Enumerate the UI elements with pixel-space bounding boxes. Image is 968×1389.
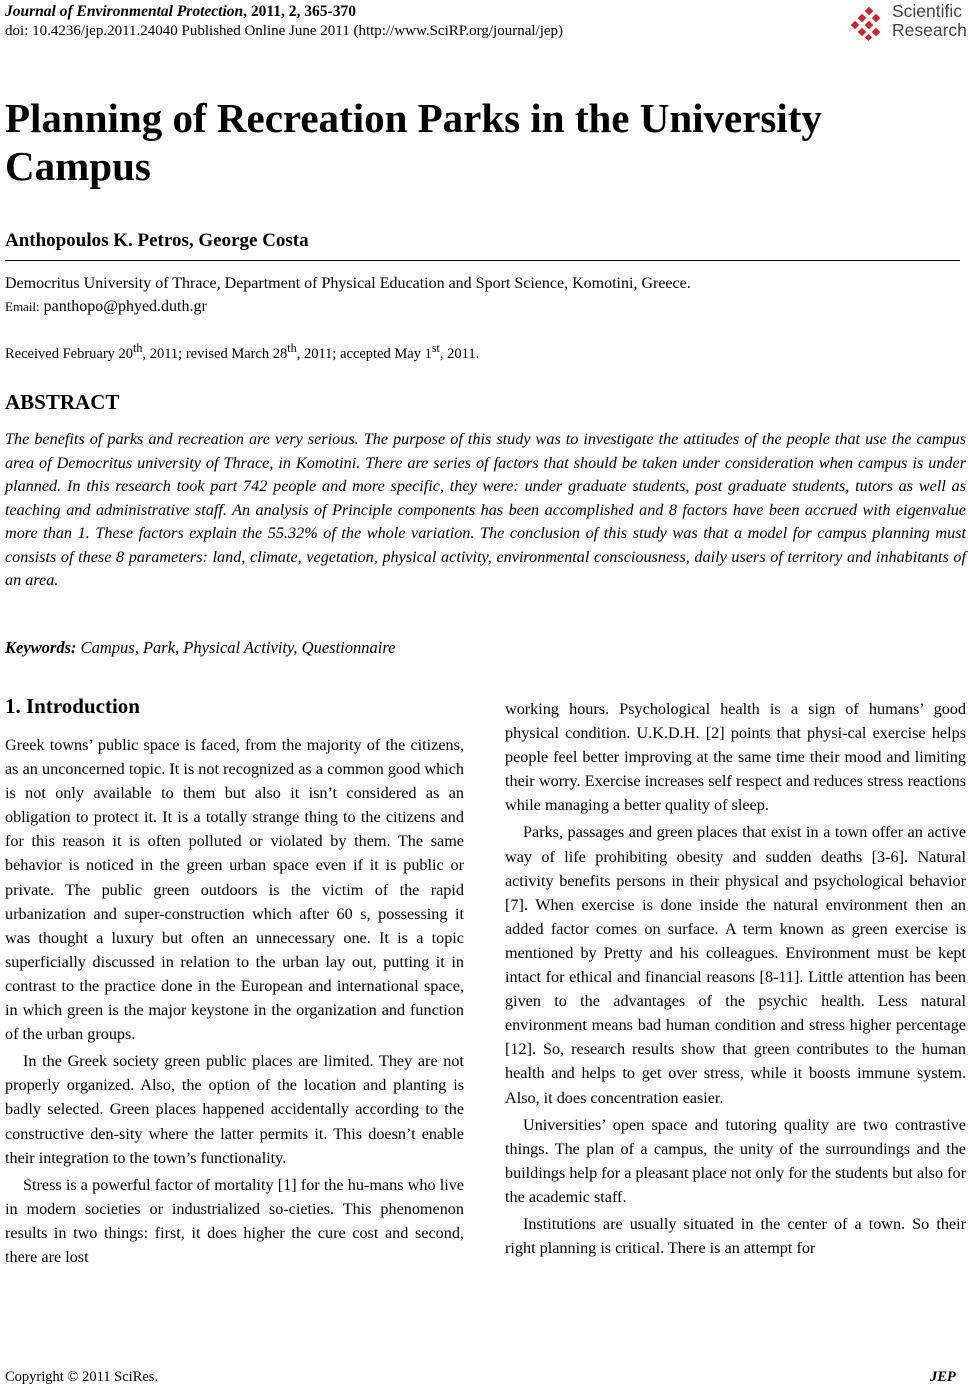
- affiliation: Democritus University of Thrace, Department of Physical Education and Sport Science, Komotini, Greece.: [5, 275, 691, 292]
- paragraph: Universities’ open space and tutoring quality are two contrastive things. The plan of a campus, the unity of the surroundings and the buildings help for a pleasant place not only for the students but also for the academic staff.: [505, 1115, 966, 1206]
- right-column: [505, 697, 966, 1260]
- publisher-name-line1: Scientific: [892, 1, 963, 21]
- publisher-name: [892, 2, 967, 40]
- doi-line: doi: 10.4236/jep.2011.24040 Published Online June 2011 (http://www.SciRP.org/journal/jep): [5, 23, 564, 39]
- email-label: Email:: [5, 299, 40, 314]
- keywords: [5, 638, 395, 658]
- received-dates: [5, 341, 479, 363]
- paragraph: In the Greek society green public places are limited. They are not properly organized. Also, the option of the location and planting is badly selected. Green places happened accidentally according to the constructive den-sity where the latter permits it. This doesn’t enable their integration to the town’s functionality.: [5, 1052, 464, 1167]
- journal-volume: , 2011, 2, 365-370: [243, 3, 356, 20]
- received-sup2: th: [287, 341, 297, 355]
- authors: Anthopoulos K. Petros, George Costa: [5, 230, 309, 251]
- received-part3: , 2011; accepted May 1: [296, 345, 432, 362]
- paper-title: Planning of Recreation Parks in the University Campus: [5, 95, 822, 189]
- paragraph: Parks, passages and green places that exist in a town offer an active way of life prohibiting obesity and sudden deaths [3-6]. Natural activity benefits persons in their physical and psychological behavior [7]. When exercise is done inside the natural environment then an added factor comes on surface. A term known as green exercise is mentioned by Pretty and his colleagues. Environment must be kept intact for ethical and financial reasons [8-11]. Little attention has been given to the advantages of the psychic health. Less natural environment means bad human condition and stress higher percentage [12]. So, research results show that green contributes to the human health and helps to get over stress, while it boosts immune system. Also, it does concentration easier.: [505, 823, 966, 1107]
- received-part4: , 2011.: [439, 345, 480, 362]
- journal-citation: [5, 3, 356, 21]
- abstract-text: The benefits of parks and recreation are very serious. The purpose of this study was to investigate the attitudes of the people that use the campus area of Democritus university of Thrace, in Komotini. There are series of factors that should be taken under consideration when campus is under planned. In this research took part 742 people and more specific, they were: under graduate students, post graduate students, tutors as well as teaching and administrative staff. An analysis of Principle components has been accomplished and 8 factors have been accrued with eigenvalue more than 1. These factors explain the 55.32% of the whole variation. The conclusion of this study was that a model for campus planning must consists of these 8 parameters: land, climate, vegetation, physical activity, environmental consciousness, daily users of territory and inhabitants of an area.: [5, 430, 966, 589]
- received-sup1: th: [133, 341, 143, 355]
- paragraph: Greek towns’ public space is faced, from the majority of the citizens, as an unconcerned topic. It is not recognized as a common good which is not only available to them but also it isn’t considered as an obligation to protect it. It is a totally strange thing to the citizens and for this reason it is often polluted or violated by them. The same behavior is noticed in the green urban space even if it is public or private. The public green outdoors is the victim of the rapid urbanization and super-construction which after 60 s, possessing it was thought a luxury but often an unnecessary one. It is a topic superficially discussed in relation to the urban lay out, putting it in contrast to the practice done in the European and international space, in which green is the major keystone in the organization and function of the urban groups.: [5, 736, 464, 1044]
- publisher-name-line2: Research: [892, 20, 967, 40]
- email-line: [5, 298, 207, 316]
- keywords-list: Campus, Park, Physical Activity, Questionnaire: [80, 638, 396, 657]
- left-column: [5, 733, 464, 1269]
- footer-journal-abbrev: JEP: [930, 1369, 956, 1385]
- divider: [5, 260, 960, 261]
- paragraph: Institutions are usually situated in the center of a town. So their right planning is critical. There is an attempt for: [505, 1214, 966, 1258]
- paragraph: Stress is a powerful factor of mortality [1] for the hu-mans who live in modern societies or industrialized so-cieties. This phenomenon results in two things: first, it does higher the cure cost and second, there are lost: [5, 1175, 464, 1266]
- scientific-research-logo-icon: [850, 6, 886, 42]
- received-part2: , 2011; revised March 28: [142, 345, 288, 362]
- footer-copyright: Copyright © 2011 SciRes.: [5, 1369, 159, 1385]
- journal-name: Journal of Environmental Protection: [5, 3, 244, 20]
- publisher-logo: [850, 2, 968, 42]
- received-sup3: st: [431, 341, 440, 355]
- received-part1: Received February 20: [5, 345, 134, 362]
- paragraph: working hours. Psychological health is a sign of humans’ good physical condition. U.K.D.H. [2] points that physi-cal exercise helps people feel better improving at the same time their mood and limiting their worry. Exercise increases self respect and reduces stress reactions while managing a better quality of sleep.: [505, 700, 966, 815]
- email-link[interactable]: panthopo@phyed.duth.gr: [43, 298, 207, 315]
- section-heading-introduction: 1. Introduction: [5, 694, 140, 718]
- abstract-heading: ABSTRACT: [5, 390, 120, 414]
- keywords-label: Keywords:: [5, 638, 77, 657]
